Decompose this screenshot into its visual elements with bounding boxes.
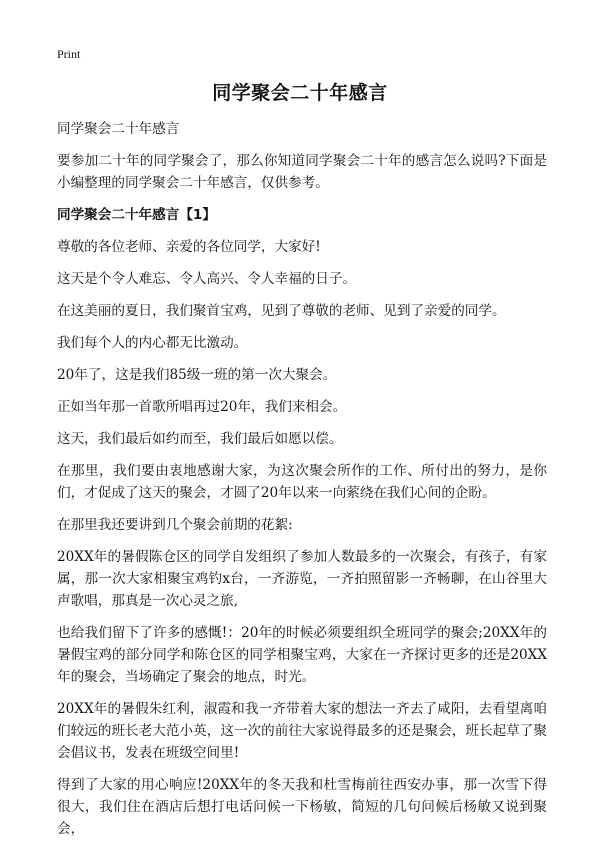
paragraph: 我们每个人的内心都无比激动。 (57, 335, 248, 351)
paragraph: 在那里，我们要由衷地感谢大家，为这次聚会所作的工作、所付出的努力，是你们，才促成了这天的聚会，才圆了20年以来一向萦绕在我们心间的企盼。 (57, 463, 547, 501)
page-title: 同学聚会二十年感言 (212, 82, 388, 104)
paragraph: 20年了，这是我们85级一班的第一次大聚会。 (57, 367, 337, 383)
article-body (57, 118, 547, 850)
paragraph: 这天，我们最后如约而至，我们最后如愿以偿。 (57, 431, 343, 447)
paragraph: 20XX年的暑假朱红利，淑霞和我一齐带着大家的想法一齐去了咸阳，去看望离咱们较远的班长老大范小英，这一次的前往大家说得最多的还是聚会，班长起草了聚会倡议书，发表在班级空间里! (57, 701, 547, 761)
paragraph: 尊敬的各位老师、亲爱的各位同学，大家好! (57, 239, 321, 255)
intro-paragraph: 要参加二十年的同学聚会了，那么你知道同学聚会二十年的感言怎么说吗?下面是小编整理的同学聚会二十年感言，仅供参考。 (57, 153, 547, 191)
paragraph: 得到了大家的用心响应!20XX年的冬天我和杜雪梅前往西安办事，那一次雪下得很大，我们住在酒店后想打电话问候一下杨敏，简短的几句问候后杨敏又说到聚会， (57, 777, 547, 837)
paragraph: 这天是个令人难忘、令人高兴、令人幸福的日子。 (57, 271, 357, 287)
print-link[interactable]: Print (57, 47, 81, 61)
paragraph: 20XX年的暑假陈仓区的同学自发组织了参加人数最多的一次聚会，有孩子，有家属，那一次大家相聚宝鸡钓x台，一齐游览，一齐拍照留影一齐畅聊，在山谷里大声歌唱，那真是一次心灵之旅, (57, 549, 547, 609)
paragraph: 正如当年那一首歌所唱再过20年，我们来相会。 (57, 399, 347, 415)
paragraph: 也给我们留下了许多的感慨!：20年的时候必须要组织全班同学的聚会;20XX年的暑假宝鸡的部分同学和陈仓区的同学相聚宝鸡，大家在一齐探讨更多的还是20XX年的聚会，当场确定了聚会的地点，时光。 (57, 625, 547, 685)
paragraph: 在这美丽的夏日，我们聚首宝鸡，见到了尊敬的老师、见到了亲爱的同学。 (57, 303, 506, 319)
section-heading: 同学聚会二十年感言【1】 (57, 207, 216, 223)
article-subtitle: 同学聚会二十年感言 (57, 121, 180, 137)
paragraph: 在那里我还要讲到几个聚会前期的花絮: (57, 517, 293, 533)
